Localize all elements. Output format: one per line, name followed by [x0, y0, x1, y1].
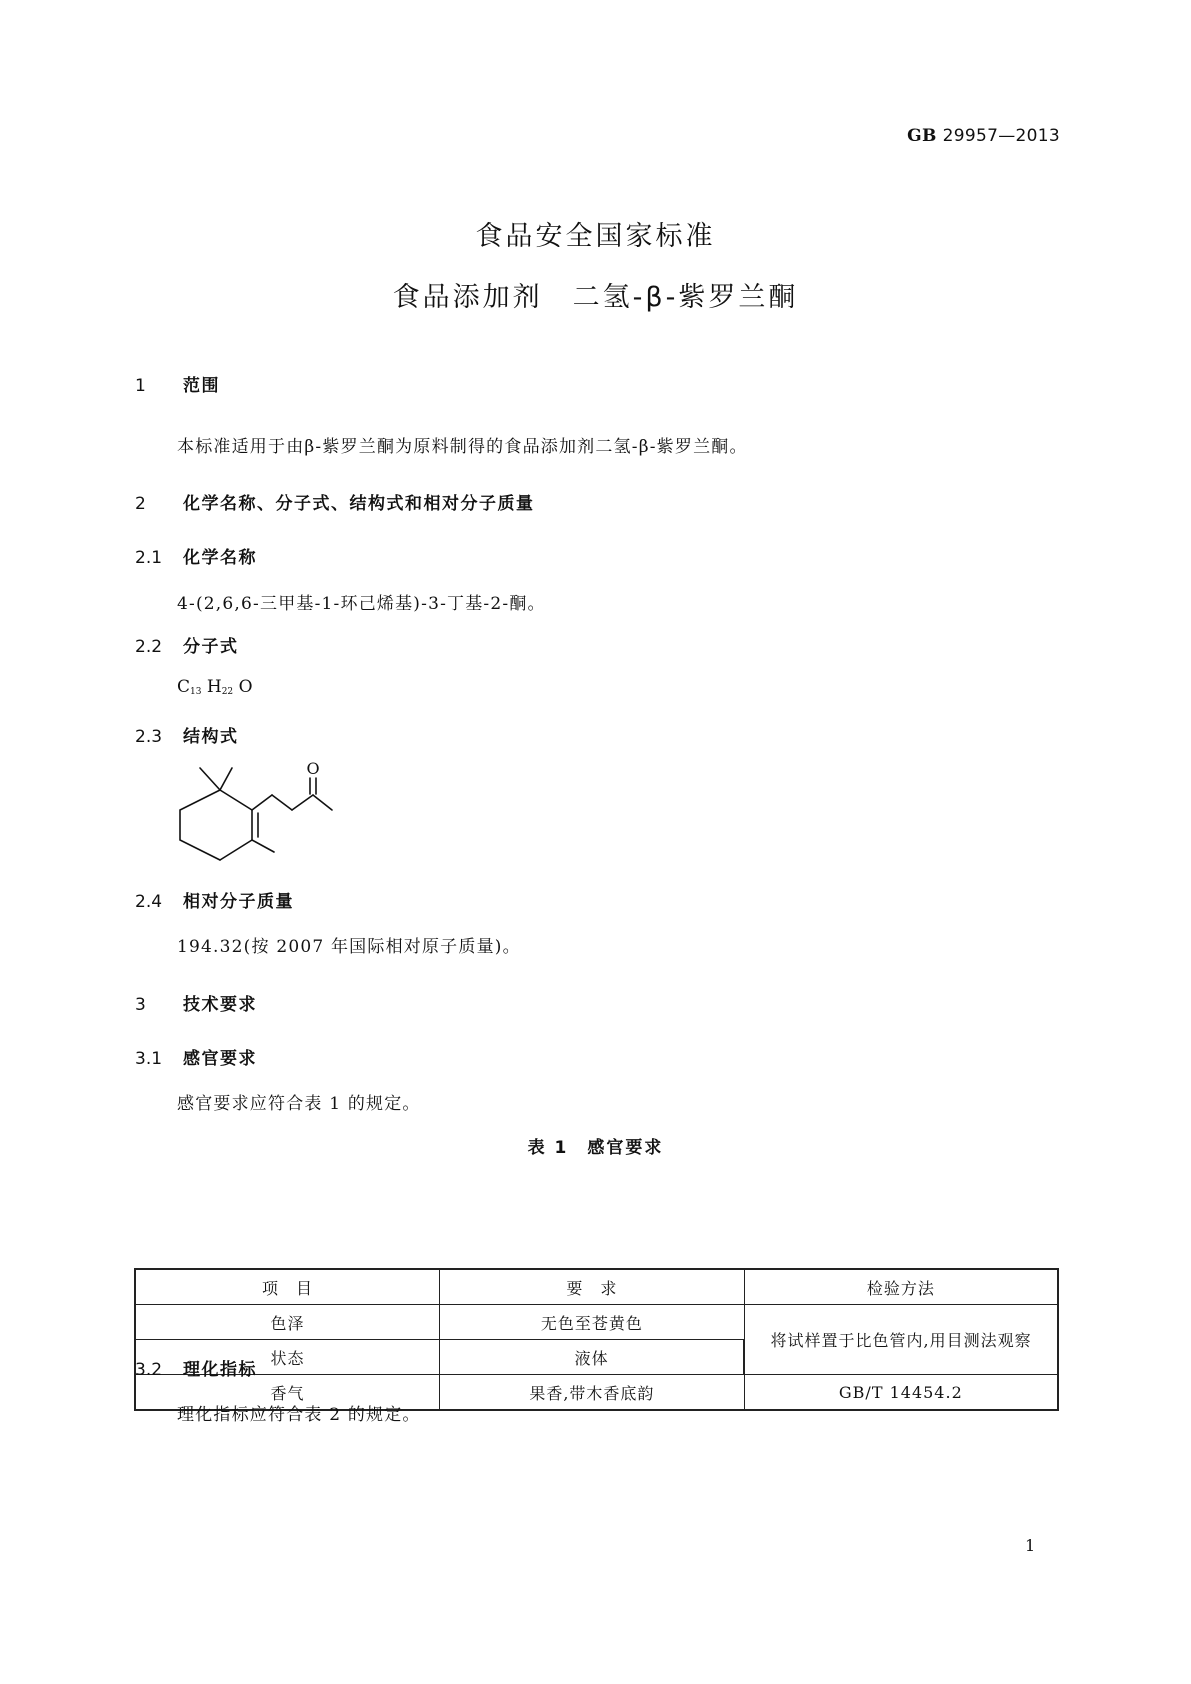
- table-cell: 液体: [440, 1340, 745, 1375]
- section-heading-3-1: 3.1 感官要求: [135, 1049, 257, 1069]
- table-cell: 果香,带木香底韵: [440, 1375, 745, 1411]
- relative-molecular-mass: 194.32(按 2007 年国际相对原子质量)。: [177, 937, 521, 957]
- table-header-row: [135, 1269, 1058, 1305]
- table-header-cell: 项 目: [135, 1269, 440, 1305]
- section-heading-2-1: 2.1 化学名称: [135, 548, 257, 568]
- table-1: [134, 1268, 1059, 1411]
- table-row: [135, 1305, 1058, 1340]
- section-heading-2: 2 化学名称、分子式、结构式和相对分子质量: [135, 494, 535, 514]
- chemical-name: 4-(2,6,6-三甲基-1-环己烯基)-3-丁基-2-酮。: [177, 594, 546, 614]
- section-heading-2-3: 2.3 结构式: [135, 727, 239, 747]
- page-number: 1: [1025, 1536, 1036, 1555]
- section-heading-3: 3 技术要求: [135, 995, 257, 1015]
- section-heading-2-4: 2.4 相对分子质量: [135, 892, 294, 912]
- table-cell-merged: 将试样置于比色管内,用目测法观察: [744, 1305, 1058, 1375]
- document-title: 食品安全国家标准: [475, 221, 716, 252]
- section-3-1-text: 感官要求应符合表 1 的规定。: [177, 1094, 421, 1114]
- table-cell: 香气: [135, 1375, 440, 1411]
- section-1-text: 本标准适用于由β-紫罗兰酮为原料制得的食品添加剂二氢-β-紫罗兰酮。: [177, 437, 748, 457]
- section-heading-2-2: 2.2 分子式: [135, 637, 239, 657]
- section-3-2-text: 理化指标应符合表 2 的规定。: [177, 1405, 421, 1425]
- section-heading-3-2: 3.2 理化指标: [135, 1360, 257, 1380]
- structural-formula: [170, 760, 350, 880]
- table-header-cell: 要 求: [440, 1269, 745, 1305]
- section-heading-1: 1 范围: [135, 376, 220, 396]
- table-cell: 色泽: [135, 1305, 440, 1340]
- table-cell: 状态: [135, 1340, 440, 1375]
- oxygen-label: O: [306, 760, 320, 778]
- standard-number: GB 29957—2013: [907, 126, 1060, 146]
- document-subtitle: 食品添加剂 二氢-β-紫罗兰酮: [392, 282, 799, 313]
- table-cell: GB/T 14454.2: [744, 1375, 1058, 1411]
- table-1-caption: 表 1 感官要求: [527, 1138, 664, 1158]
- molecular-formula: $C_{13}$ $H_{22}$ O: [177, 677, 253, 697]
- table-cell: 无色至苍黄色: [440, 1305, 745, 1340]
- table-header-cell: 检验方法: [744, 1269, 1058, 1305]
